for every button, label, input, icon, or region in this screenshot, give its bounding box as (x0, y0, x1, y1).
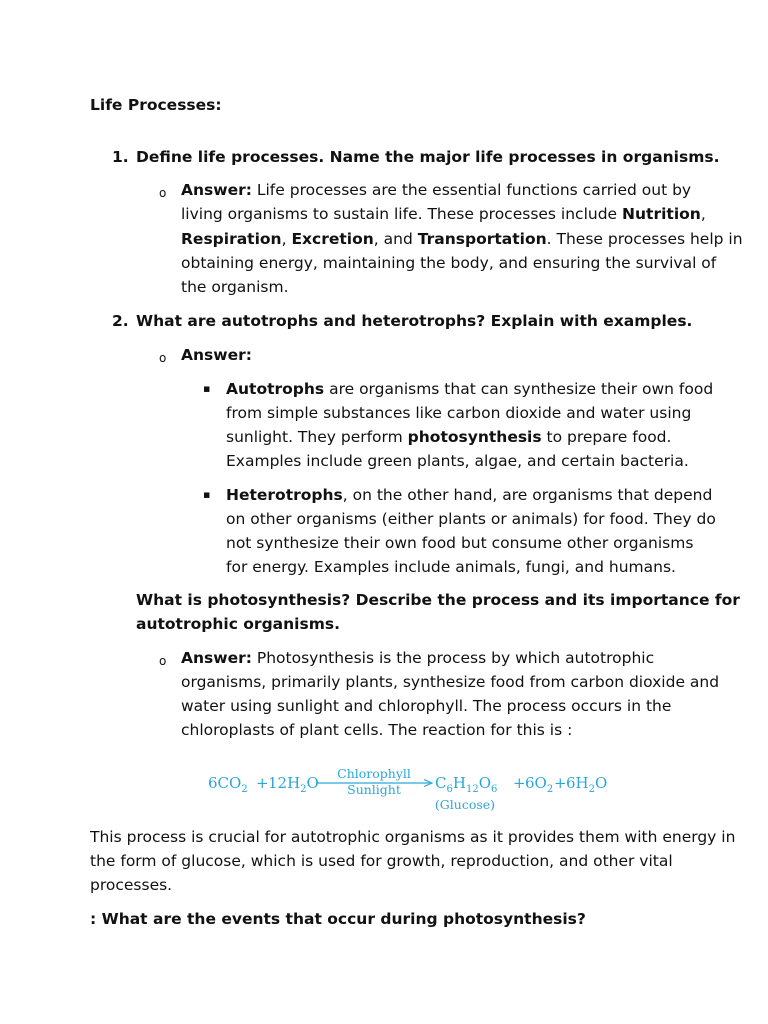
q1-answer-line-2: living organisms to sustain life. These processes include Nutrition, (181, 205, 706, 223)
heterotrophs-line-1: Heterotrophs, on the other hand, are organisms that depend (226, 486, 713, 504)
q3-question-line-2: autotrophic organisms. (136, 615, 340, 633)
autotrophs-bullet: ▪ (203, 382, 211, 395)
eq-reactant-h2o: $12H_2O$ (268, 774, 319, 795)
q1-number: 1. (112, 148, 129, 166)
importance-line-2: the form of glucose, which is used for growth, reproduction, and other vital (90, 852, 673, 870)
importance-line-1: This process is crucial for autotrophic organisms as it provides them with energy in (90, 828, 736, 846)
q1-answer-line-4: obtaining energy, maintaining the body, and ensuring the survival of (181, 254, 717, 272)
eq-product-h2o: $6H_2O$ (566, 774, 608, 795)
eq-reactant-co2: $6CO_2$ (208, 774, 248, 795)
q1-answer-label: Answer: (181, 181, 252, 199)
autotrophs-line-4: Examples include green plants, algae, and certain bacteria. (226, 452, 689, 470)
autotrophs-line-1: Autotrophs are organisms that can synthesize their own food (226, 380, 714, 398)
q4-question: : What are the events that occur during photosynthesis? (90, 910, 586, 928)
q3-answer-line-3: water using sunlight and chlorophyll. The process occurs in the (181, 697, 672, 715)
heterotrophs-line-4: for energy. Examples include animals, fungi, and humans. (226, 558, 676, 576)
eq-product-o2: $6O_2$ (525, 774, 554, 795)
heterotrophs-bullet: ▪ (203, 488, 211, 501)
eq-glucose-label: (Glucose) (434, 797, 496, 812)
eq-product-glucose: $C_6H_{12}O_6$ (435, 774, 498, 795)
eq-plus-2: + (513, 774, 526, 792)
section-heading: Life Processes: (90, 96, 222, 114)
q2-question: What are autotrophs and heterotrophs? Explain with examples. (136, 312, 693, 330)
q1-answer-line-1: Answer: Life processes are the essential functions carried out by (181, 181, 692, 199)
heterotrophs-line-2: on other organisms (either plants or animals) for food. They do (226, 510, 716, 528)
q1-answer-line-3: Respiration, Excretion, and Transportation. These processes help in (181, 230, 743, 248)
q3-answer-line-4: chloroplasts of plant cells. The reaction for this is : (181, 721, 573, 739)
q3-question-line-1: What is photosynthesis? Describe the process and its importance for (136, 591, 740, 609)
eq-condition-label: Sunlight (347, 782, 401, 797)
q3-answer-bullet: o (159, 654, 167, 668)
importance-line-3: processes. (90, 876, 173, 894)
heterotrophs-line-3: not synthesize their own food but consume other organisms (226, 534, 694, 552)
eq-plus-1: + (256, 774, 269, 792)
autotrophs-line-2: from simple substances like carbon dioxide and water using (226, 404, 692, 422)
q3-answer-line-1: Answer: Photosynthesis is the process by which autotrophic (181, 649, 655, 667)
q3-answer-line-2: organisms, primarily plants, synthesize food from carbon dioxide and (181, 673, 720, 691)
eq-catalyst-label: Chlorophyll (337, 766, 411, 781)
eq-plus-3: + (554, 774, 567, 792)
q2-number: 2. (112, 312, 129, 330)
q1-answer-line-5: the organism. (181, 278, 289, 296)
q2-answer-label: Answer: (181, 346, 252, 364)
q2-answer-bullet: o (159, 351, 167, 365)
autotrophs-line-3: sunlight. They perform photosynthesis to prepare food. (226, 428, 672, 446)
q1-answer-bullet: o (159, 186, 167, 200)
q1-question: Define life processes. Name the major life processes in organisms. (136, 148, 720, 166)
photosynthesis-equation (208, 764, 608, 820)
